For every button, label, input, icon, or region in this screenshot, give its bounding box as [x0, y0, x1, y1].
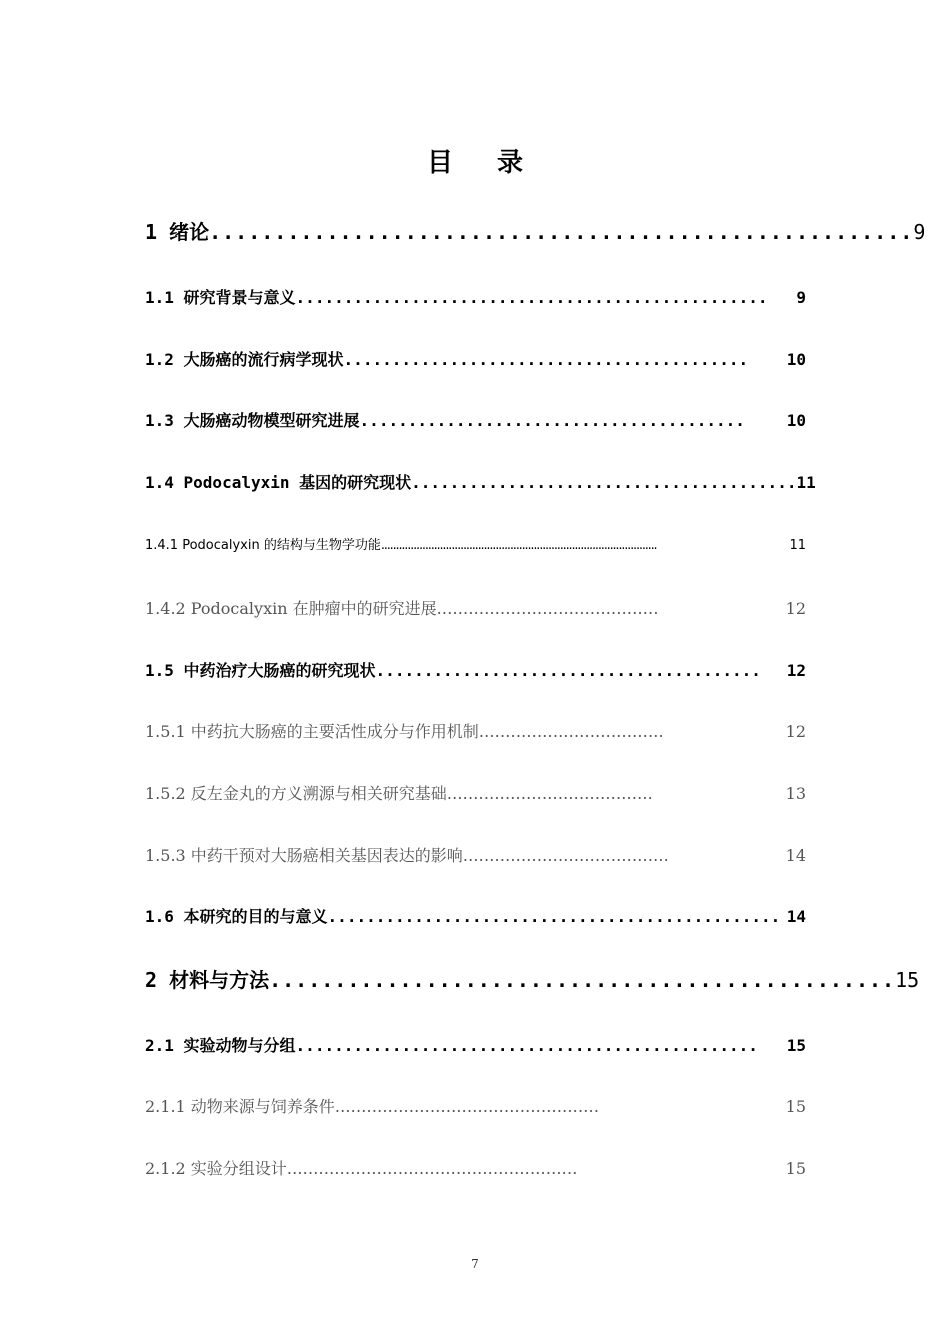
toc-entry-label: 1 绪论 — [145, 220, 210, 244]
toc-leader-dots: ................................... — [478, 722, 664, 741]
toc-page-number: 12 — [785, 722, 806, 741]
toc-page-number: 10 — [786, 350, 806, 369]
toc-page-number: 9 — [913, 220, 926, 244]
toc-entry-label: 1.4 Podocalyxin 基因的研究现状 — [145, 473, 412, 492]
toc-page-number: 12 — [785, 599, 806, 618]
toc-entry-label: 1.5.3 中药干预对大肠癌相关基因表达的影响 — [145, 846, 463, 865]
toc-entry-1-5[interactable] — [145, 658, 806, 681]
toc-entry-label: 1.5.2 反左金丸的方义溯源与相关研究基础 — [145, 784, 447, 803]
toc-leader-dots: ........................................ — [375, 661, 761, 680]
toc-entry-2-1-1[interactable] — [145, 1094, 806, 1117]
toc-entry-1-5-2[interactable] — [145, 781, 806, 804]
toc-entry-1-2[interactable] — [145, 347, 806, 370]
toc-page-number: 13 — [785, 784, 806, 803]
toc-page-number: 11 — [796, 473, 816, 492]
toc-page-number: 14 — [786, 907, 806, 926]
toc-entry-label: 1.6 本研究的目的与意义 — [145, 907, 328, 926]
toc-entry-label: 2.1 实验动物与分组 — [145, 1036, 296, 1055]
toc-entry-label: 1.4.1 Podocalyxin 的结构与生物学功能 — [145, 538, 381, 553]
toc-page-number: 15 — [895, 968, 920, 992]
toc-entry-label: 2.1.2 实验分组设计 — [145, 1159, 287, 1178]
toc-leader-dots: .......................................... — [436, 599, 659, 618]
toc-entry-2[interactable] — [145, 964, 920, 993]
toc-entry-2-1[interactable] — [145, 1033, 806, 1056]
toc-entry-label: 2.1.1 动物来源与饲养条件 — [145, 1097, 335, 1116]
toc-leader-dots: ....................................... — [446, 784, 653, 803]
toc-page-number: 12 — [786, 661, 806, 680]
toc-page-number: 14 — [785, 846, 806, 865]
toc-entry-1-3[interactable] — [145, 408, 806, 431]
toc-entry-label: 1.1 研究背景与意义 — [145, 288, 296, 307]
toc-entry-2-1-2[interactable] — [145, 1156, 806, 1179]
toc-leader-dots: ........................................ — [411, 473, 797, 492]
page-number-footer: 7 — [471, 1257, 479, 1271]
toc-entry-1-4-2[interactable] — [145, 596, 806, 619]
toc-entry-1-5-3[interactable] — [145, 843, 806, 866]
toc-entry-1-1[interactable] — [145, 285, 806, 308]
toc-page-number: 15 — [786, 1036, 806, 1055]
toc-leader-dots: ....................................................... — [286, 1159, 578, 1178]
toc-entry-label: 1.5 中药治疗大肠癌的研究现状 — [145, 661, 376, 680]
toc-entry-label: 2 材料与方法 — [145, 968, 270, 992]
toc-entry-1[interactable] — [145, 216, 926, 245]
toc-page-number: 9 — [796, 288, 806, 307]
toc-page-number: 15 — [785, 1097, 806, 1116]
toc-leader-dots: .......................................... — [343, 350, 749, 369]
toc-entry-label: 1.2 大肠癌的流行病学现状 — [145, 350, 344, 369]
toc-entry-1-5-1[interactable] — [145, 719, 806, 742]
toc-entry-1-6[interactable] — [145, 904, 806, 927]
toc-page-number: 11 — [789, 538, 806, 553]
toc-leader-dots: ................................................. — [295, 288, 768, 307]
toc-leader-dots: ........................................ — [359, 411, 745, 430]
toc-entry-1-4[interactable] — [145, 470, 816, 493]
toc-leader-dots: ................................................ — [295, 1036, 758, 1055]
page-title: 目录 — [426, 148, 567, 178]
toc-entry-1-4-1[interactable] — [145, 534, 806, 553]
toc-leader-dots: ...................................................... — [209, 220, 914, 244]
toc-leader-dots: ................................................ — [269, 968, 896, 992]
toc-leader-dots: ............................................... — [327, 907, 781, 926]
toc-page-number: 15 — [785, 1159, 806, 1178]
toc-leader-dots: .............................................................................................. — [380, 538, 657, 553]
toc-leader-dots: ....................................... — [462, 846, 669, 865]
toc-entry-label: 1.5.1 中药抗大肠癌的主要活性成分与作用机制 — [145, 722, 479, 741]
toc-entry-label: 1.4.2 Podocalyxin 在肿瘤中的研究进展 — [145, 599, 437, 618]
toc-entry-label: 1.3 大肠癌动物模型研究进展 — [145, 411, 360, 430]
toc-page-number: 10 — [786, 411, 806, 430]
toc-leader-dots: .................................................. — [334, 1097, 600, 1116]
